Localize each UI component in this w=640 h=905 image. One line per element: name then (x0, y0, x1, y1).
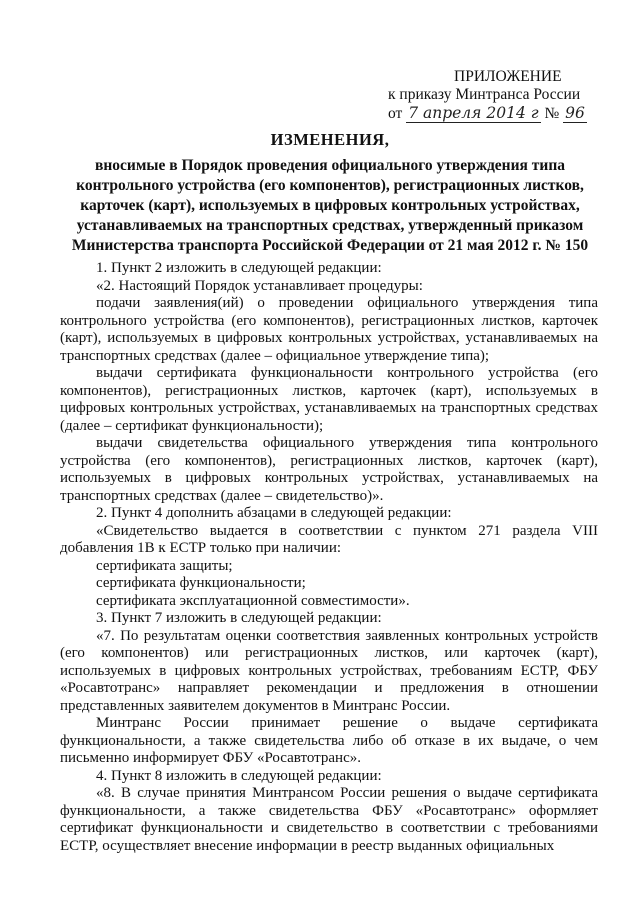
paragraph: подачи заявления(ий) о проведении официального утверждения типа контрольного устройства (его компонентов), регистрационных листков, карточек (карт), используемых в цифровых контрольных устройствах, устанавливаемых на транспортных средствах (далее – официальное утверждение типа); (60, 295, 598, 364)
order-number-prefix: № (544, 105, 560, 122)
paragraph: 3. Пункт 7 изложить в следующей редакции: (96, 610, 382, 626)
appendix-block (388, 68, 608, 123)
paragraph: «8. В случае принятия Минтрансом России решения о выдаче сертификата функциональности, а также свидетельства ФБУ «Росавтотранс» оформляет сертификат функциональности и свидетельство в соответствии с требованиями ЕСТР, осуществляет внесение информации в реестр выданных официальных (60, 785, 598, 854)
paragraph: сертификата функциональности; (96, 575, 306, 591)
paragraph: выдачи свидетельства официального утверждения типа контрольного устройства (его компонентов), регистрационных листков, карточек (карт), используемых в цифровых контрольных устройствах, устанавливаемых на транспортных средствах (далее – свидетельство)». (60, 435, 598, 504)
heading-main: ИЗМЕНЕНИЯ, (270, 130, 390, 149)
appendix-order-line (388, 104, 608, 123)
paragraph: «Свидетельство выдается в соответствии с пунктом 271 раздела VIII добавления 1В к ЕСТР только при наличии: (60, 522, 598, 556)
paragraph: 4. Пункт 8 изложить в следующей редакции: (96, 767, 382, 784)
order-date-prefix: от (388, 105, 403, 122)
appendix-title: ПРИЛОЖЕНИЕ (454, 68, 562, 85)
appendix-order-ref: к приказу Минтранса России (388, 86, 581, 103)
paragraph: 1. Пункт 2 изложить в следующей редакции: (96, 260, 382, 276)
paragraph: Минтранс России принимает решение о выдаче сертификата функциональности, а также свидетельства либо об отказе в их выдаче, о чем письменно информирует ФБУ «Росавтотранс». (60, 715, 598, 766)
handwritten-order-date: 7 апреля 2014 г (408, 104, 539, 122)
paragraph: 2. Пункт 4 дополнить абзацами в следующей редакции: (96, 505, 452, 521)
handwritten-order-number: 96 (565, 104, 585, 122)
paragraph: сертификата эксплуатационной совместимости». (96, 592, 410, 609)
paragraph: «7. По результатам оценки соответствия заявленных контрольных устройств (его компонентов) или регистрационных листков, или карточек (карт), используемых в цифровых контрольных устройствах, требованиям ЕСТР, ФБУ «Росавтотранс» направляет рекомендации и предложения в отношении представленных заявителем документов в Минтранс России. (60, 627, 598, 714)
paragraph: сертификата защиты; (96, 557, 233, 574)
heading-subtitle: вносимые в Порядок проведения официального утверждения типа контрольного устройства (его компонентов), регистрационных листков, карточек (карт), используемых в цифровых контрольных устройствах, устанавливаемых на транспортных средствах, утвержденный приказом Министерства транспорта Российской Федерации от 21 мая 2012 г. № 150 (71, 157, 589, 254)
paragraph: выдачи сертификата функциональности контрольного устройства (его компонентов), регистрационных листков, карточек (карт), используемых в цифровых контрольных устройствах, устанавливаемых на транспортных средствах (далее – сертификат функциональности); (60, 365, 598, 434)
document-heading (60, 130, 600, 256)
document-body (60, 260, 598, 855)
paragraph: «2. Настоящий Порядок устанавливает процедуры: (96, 277, 423, 294)
